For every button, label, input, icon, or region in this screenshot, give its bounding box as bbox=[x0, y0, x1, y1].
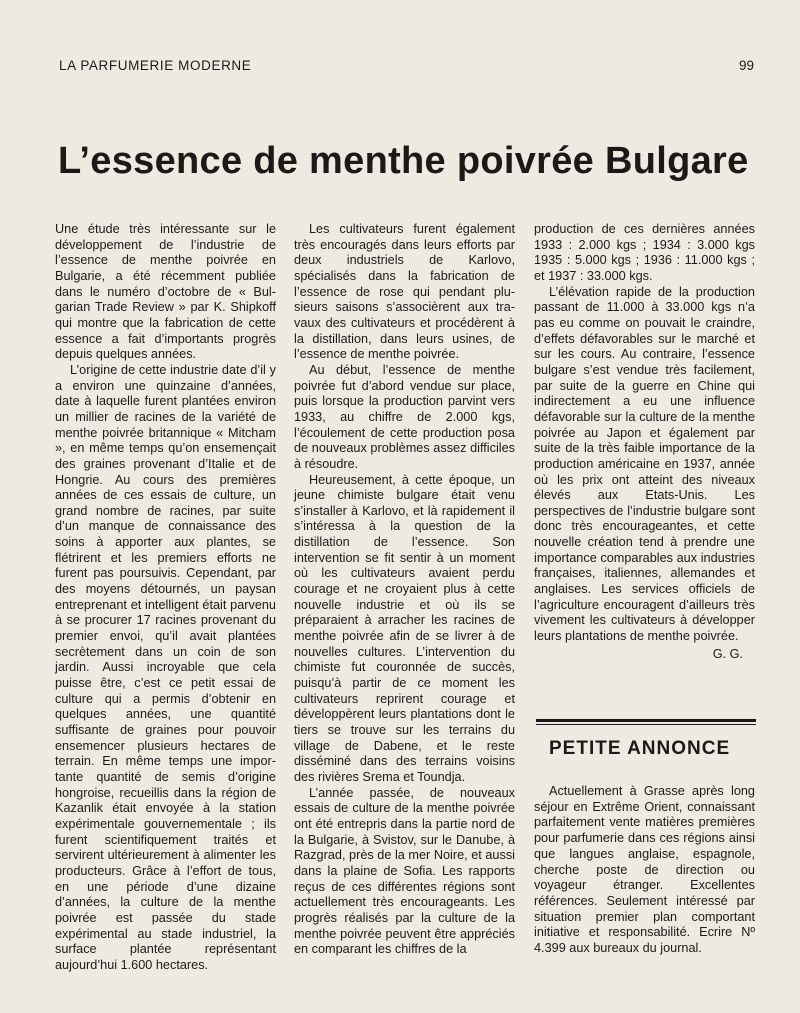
paragraph: production de ces dernières années 1933 : 2.000 kgs ; 1934 : 3.000 kgs 1935 : 5.000 kgs ; 1936 : 11.000 kgs ; et 1937 : 33.000 kgs. bbox=[534, 222, 755, 283]
paragraph: Une étude très intéressante sur le développement de l’industrie de l’essence de menthe poivrée en Bulgarie, a été récemment publiée dans le numéro d’octobre de « Bulgarian Trade Review » par K. Shipkoff qui montre que la fabrication de cette essence a fait d’importants progrès depuis quelques années. bbox=[55, 222, 276, 362]
article-column-2 bbox=[294, 222, 515, 958]
paragraph: L’origine de cette industrie date d’il y a environ une quinzaine d’années, date à laquelle furent plantées environ un millier de racines de la variété de menthe poivrée britannique « Mitcham », en même temps qu’on ensemençait des graines provenant d’Italie et de Hongrie. Au cours des premières années de ces essais de culture, un grand nombre de racines, par suite d’un manque de connaissance des soins à apporter aux plantes, se flétrirent et les premiers efforts ne furent pas poursuivis. Cependant, par des moyens détournés, un paysan entreprenant et intelligent était parvenu à se procurer 17 racines provenant du premier envoi, qu’il avait plantées secrètement dans un coin de son jardin. Aussi incroyable que cela puisse être, c’est ce petit essai de culture qui a permis d’obtenir en quelques années, une quantité suffisante de graines pour pouvoir ensemencer plusieurs hectares de terrain. En même temps une importante quantité de semis d’origine hongroise, recueillis dans la région de Kazanlik était envoyée à la station expérimentale gouvernementale ; ils furent scientifiquement traités et servirent ultérieurement à alimenter les producteurs. Grâce à l’effort de tous, en une période d’une dizaine d’années, la culture de la menthe poivrée est passée du stade expérimental au stade industriel, la surface plantée représentant aujourd’hui 1.600 hectares. bbox=[55, 362, 276, 972]
paragraph: Les cultivateurs furent également très encouragés dans leurs efforts par deux industriels de Karlovo, spécialisés dans la fabrication de l’essence de rose qui pendant plusieurs saisons s’associèrent aux travaux des cultivateurs et procédèrent à la distillation, dans leurs usines, de l’essence de menthe poivrée. bbox=[294, 222, 515, 362]
announcement-text: Actuellement à Grasse après long séjour en Extrême Orient, connaissant parfaitement vente matières premières pour parfumerie dans ces régions ainsi que langues anglaise, espagnole, cherche poste de direction ou voyageur étranger. Excellentes références. Seulement intéressé par situation premier plan comportant initiative et responsabilité. Ecrire Nº 4.399 aux bureaux du journal. bbox=[534, 784, 755, 956]
paragraph: L’élévation rapide de la production passant de 11.000 à 33.000 kgs n’a pas eu comme on pouvait le craindre, d’effets défavorables sur le marché et sur les cours. Au contraire, l’essence bulgare s’est vendue très facilement, par suite de la guerre en Chine qui indirectement a eu une influence défavorable sur la culture de la menthe poivrée au Japon et également par suite de la très faible importance de la production américaine en 1937, année où les prix ont atteint des niveaux élevés aux Etats-Unis. Les perspectives de l’industrie bulgare sont donc très encourageantes, et cette nouvelle création tend à prendre une importance comparables aux industries françaises, italiennes, allemandes et anglaises. Les services officiels de l’agriculture encouragent d’ailleurs très vivement les cultivateurs à développer leurs plantations de menthe poivrée. bbox=[534, 284, 755, 644]
running-head: LA PARFUMERIE MODERNE bbox=[59, 58, 252, 73]
page-number: 99 bbox=[738, 58, 754, 73]
paragraph: Heureusement, à cette époque, un jeune chimiste bulgare était venu s’installer à Karlovo, et là rapidement il s’intéressa à la question de la distillation de l’essence. Son intervention se fit sentir à un moment où les cultivateurs avaient perdu courage et ne croyaient plus à cette nouvelle industrie et où ils se préparaient à arracher les racines de menthe poivrée afin de se livrer à de nouvelles cultures. L’intervention du chimiste fut couronnée de succès, puisqu’à partir de ce moment les cultivateurs reprirent courage et développèrent leurs plantations dont le tiers se trouve sur les terrains du village de Dabene, et le reste disséminé dans des terrains voisins des rivières Srema et Toundja. bbox=[294, 472, 515, 784]
article-column-3 bbox=[534, 222, 755, 662]
article-column-1 bbox=[55, 222, 276, 974]
paragraph: Au début, l’essence de menthe poivrée fut d’abord vendue sur place, puis lorsque la production parvint vers 1933, au chiffre de 2.000 kgs, l’écoulement de cette production posa de nouveaux problèmes assez difficiles à résoudre. bbox=[294, 362, 515, 471]
announcement-body bbox=[534, 784, 755, 957]
author-signature: G. G. bbox=[712, 646, 743, 661]
section-divider-thick bbox=[536, 719, 756, 722]
announcement-title: PETITE ANNONCE bbox=[549, 738, 731, 759]
section-divider-thin bbox=[536, 724, 756, 725]
article-title: L’essence de menthe poivrée Bulgare bbox=[58, 140, 749, 182]
paragraph: L’année passée, de nouveaux essais de culture de la menthe poivrée ont été entrepris dans la partie nord de la Bulgarie, à Svistov, sur le Danube, à Razgrad, près de la mer Noire, et aussi dans la plaine de Sofia. Les rapports reçus de ces différentes régions sont actuellement très encourageants. Les progrès réalisés par la culture de la menthe poivrée peuvent être appréciés en comparant les chiffres de la bbox=[294, 785, 515, 957]
